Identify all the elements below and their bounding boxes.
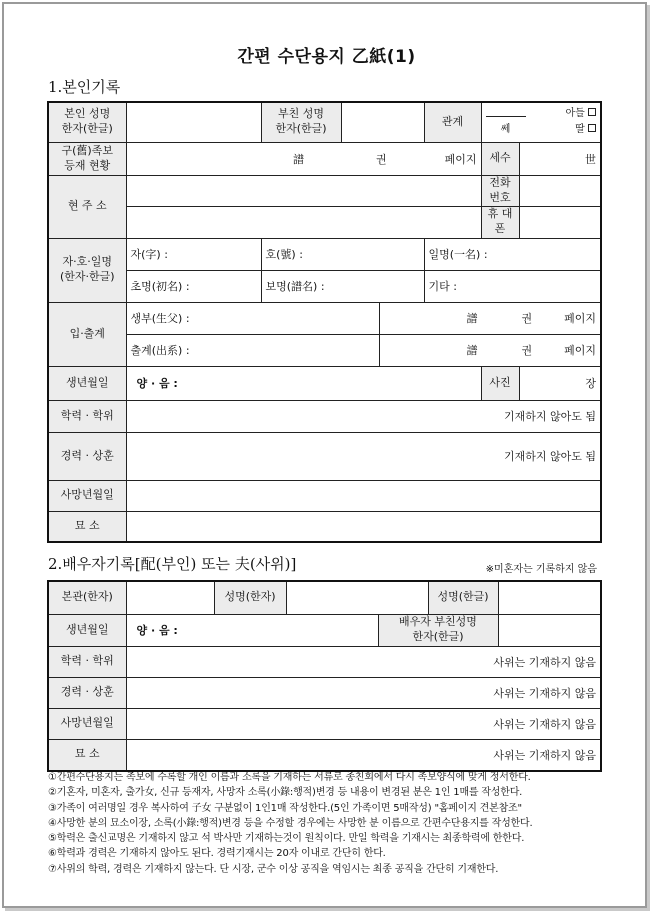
relation-son-checkbox[interactable] <box>588 108 596 116</box>
footnote-item: ②기혼자, 미혼자, 출가女, 신규 등재자, 사망자 소록(小錄:행적)변경 등 내용이 변경된 분은 1인 1매를 작성한다. <box>48 787 523 799</box>
spouse-death-label: 사망년월일 <box>48 708 126 739</box>
spouse-career-field[interactable]: 사위는 기재하지 않음 <box>126 677 601 708</box>
relation-son-label: 아들 <box>565 108 585 120</box>
grave-field[interactable] <box>126 511 601 542</box>
photo-label: 사진 <box>481 366 519 400</box>
spouse-name-hanja-field[interactable] <box>286 581 428 614</box>
spouse-name-hangul-field[interactable] <box>498 581 601 614</box>
career-label: 경력 · 상훈 <box>48 432 126 480</box>
adopt-page-text-2: 페이지 <box>564 344 597 357</box>
birth-label: 생년월일 <box>48 366 126 400</box>
relation-daughter-label: 딸 <box>575 124 585 136</box>
generation-field[interactable]: 世 <box>519 142 601 175</box>
footnote-item: ⑥학력과 경력은 기재하지 않아도 된다. 경력기재시는 20자 이내로 간단히 한다. <box>48 848 386 860</box>
spouse-birth-label: 생년월일 <box>48 614 126 646</box>
adoptive-field[interactable]: 출계(出系) : <box>126 334 379 366</box>
self-name-label: 본인 성명 한자(한글) <box>48 102 126 142</box>
spouse-father-label: 배우자 부친성명 한자(한글) <box>378 614 498 646</box>
photo-field[interactable]: 장 <box>519 366 601 400</box>
page-title: 간편 수단용지 乙紙(1) <box>237 47 416 67</box>
spouse-grave-field[interactable]: 사위는 기재하지 않음 <box>126 739 601 771</box>
genealogy-gwon-text: 권 <box>375 152 387 166</box>
address-label: 현 주 소 <box>48 175 126 238</box>
address-field-2[interactable] <box>126 206 481 238</box>
birth-father-genealogy[interactable] <box>379 302 601 334</box>
address-field-1[interactable] <box>126 175 481 206</box>
adopt-pu-text-1: 譜 <box>466 312 478 325</box>
genealogy-page-text: 페이지 <box>444 152 477 166</box>
footnote-item: ⑦사위의 학력, 경력은 기재하지 않는다. 단 시장, 군수 이상 공직을 역임시는 최종 공직을 간단히 기재한다. <box>48 863 499 875</box>
footnote-item: ③가족이 여러명일 경우 복사하여 子女 구분없이 1인1매 작성한다.(5인 가족이면 5매작성) "홈페이지 견본참조" <box>48 802 522 814</box>
names-label: 자·호·일명 (한자·한글) <box>48 238 126 302</box>
relation-daughter-checkbox[interactable] <box>588 124 596 132</box>
phone-field[interactable] <box>519 175 601 206</box>
section-self-heading: 1.본인기록 <box>48 78 121 96</box>
spouse-grave-label: 묘 소 <box>48 739 126 771</box>
education-field[interactable]: 기재하지 않아도 됨 <box>126 400 601 432</box>
generation-label: 세수 <box>481 142 519 175</box>
footnote-item: ①간편수단용지는 족보에 수록할 개인 이름과 소록을 기재하는 서류로 종친회에서 다시 족보양식에 맞게 정서한다. <box>48 772 531 783</box>
education-label: 학력 · 학위 <box>48 400 126 432</box>
adopt-gwon-text-1: 권 <box>521 312 533 325</box>
spouse-death-field[interactable]: 사위는 기재하지 않음 <box>126 708 601 739</box>
relation-field <box>481 102 601 142</box>
genealogy-label: 구(舊)족보 등재 현황 <box>48 142 126 175</box>
adopt-gwon-text-2: 권 <box>521 344 533 357</box>
adoption-label: 입·출계 <box>48 302 126 366</box>
adopt-pu-text-2: 譜 <box>466 344 478 357</box>
genealogy-field[interactable] <box>126 142 481 175</box>
relation-ye-text: 쎄 <box>500 124 511 136</box>
spouse-education-field[interactable]: 사위는 기재하지 않음 <box>126 646 601 677</box>
spouse-father-field[interactable] <box>498 614 601 646</box>
ho-field[interactable]: 호(號) : <box>261 238 424 270</box>
mobile-field[interactable] <box>519 206 601 238</box>
grave-label: 묘 소 <box>48 511 126 542</box>
spouse-education-label: 학력 · 학위 <box>48 646 126 677</box>
section-spouse-heading: 2.배우자기록[配(부인) 또는 夫(사위)] <box>48 555 297 573</box>
relation-label: 관계 <box>424 102 481 142</box>
etc-field[interactable]: 기타 : <box>424 270 601 302</box>
bomyeong-field[interactable]: 보명(譜名) : <box>261 270 424 302</box>
spouse-career-label: 경력 · 상훈 <box>48 677 126 708</box>
footnote-item: ⑤학력은 출신교명은 기재하지 않고 석 박사만 기재하는것이 원칙이다. 만일 학력을 기재시는 최종학력에 한한다. <box>48 833 525 845</box>
adoptive-genealogy[interactable] <box>379 334 601 366</box>
spouse-birth-field[interactable]: 양 · 음 : <box>126 614 378 646</box>
death-field[interactable] <box>126 480 601 511</box>
spouse-record-table <box>47 580 602 772</box>
genealogy-pu-text: 譜 <box>292 152 304 166</box>
spouse-bongwan-label: 본관(한자) <box>48 581 126 614</box>
self-name-field[interactable] <box>126 102 261 142</box>
death-label: 사망년월일 <box>48 480 126 511</box>
adopt-page-text-1: 페이지 <box>564 312 597 325</box>
phone-label: 전화번호 <box>481 175 519 206</box>
self-record-table <box>47 101 602 543</box>
spouse-name-hanja-label: 성명(한자) <box>214 581 286 614</box>
career-field[interactable]: 기재하지 않아도 됨 <box>126 432 601 480</box>
chomyeong-field[interactable]: 초명(初名) : <box>126 270 261 302</box>
spouse-note: ※미혼자는 기록하지 않음 <box>485 564 597 575</box>
ilmyeong-field[interactable]: 일명(一名) : <box>424 238 601 270</box>
birth-field[interactable]: 양 · 음 : <box>126 366 481 400</box>
footnotes <box>48 770 608 877</box>
spouse-name-hangul-label: 성명(한글) <box>428 581 498 614</box>
father-name-label: 부친 성명 한자(한글) <box>261 102 341 142</box>
spouse-bongwan-field[interactable] <box>126 581 214 614</box>
ja-field[interactable]: 자(字) : <box>126 238 261 270</box>
birth-father-field[interactable]: 생부(生父) : <box>126 302 379 334</box>
mobile-label: 휴 대 폰 <box>481 206 519 238</box>
father-name-field[interactable] <box>341 102 424 142</box>
footnote-item: ④사망한 분의 묘소이장, 소록(小錄:행적)변경 등을 수정할 경우에는 사망한 분 이름으로 간편수단용지를 작성한다. <box>48 817 533 829</box>
